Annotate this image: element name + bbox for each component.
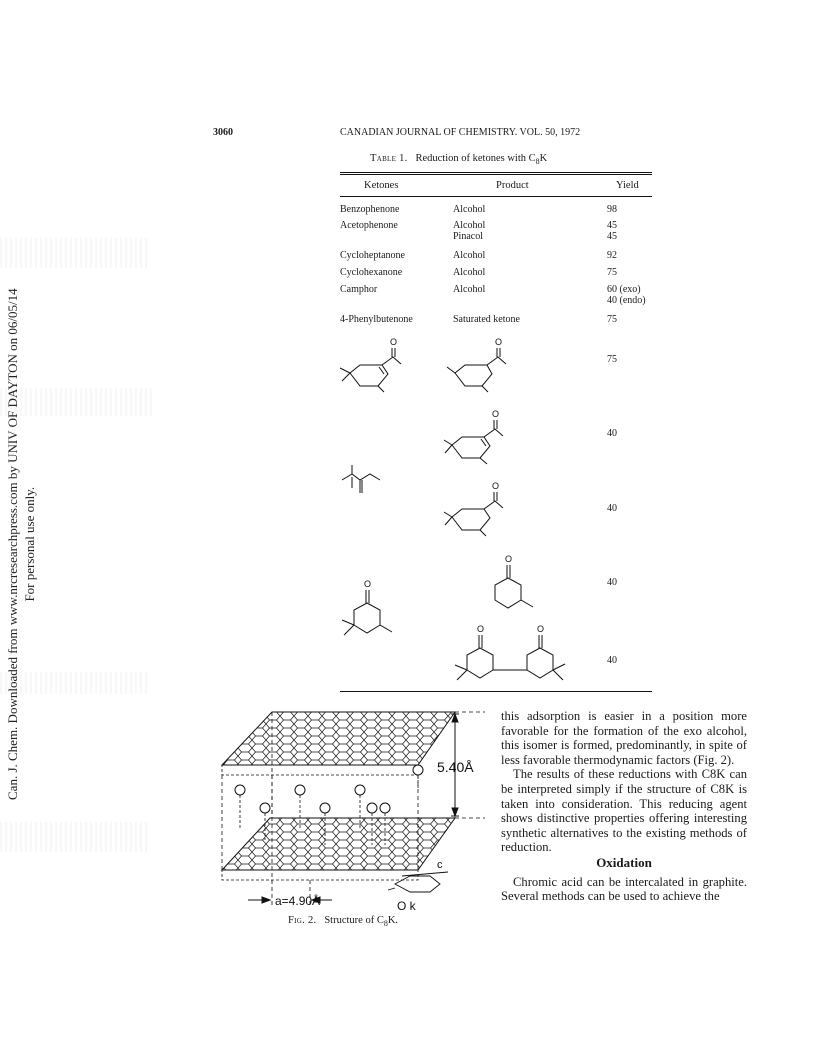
structure-yield: 75 xyxy=(607,354,617,365)
carbonyl-o-label: O xyxy=(477,624,485,634)
table-cell-product: Alcohol xyxy=(453,204,486,215)
table-cell-ketone: Camphor xyxy=(340,284,378,295)
watermark-line-1: Can. J. Chem. Downloaded from www.nrcresearchpress.com by UNIV OF DAYTON on 06/05/14 xyxy=(5,288,20,800)
table-header-rule xyxy=(340,196,652,197)
c-axis-ring xyxy=(388,872,448,892)
table-caption-text: Reduction of ketones with C xyxy=(415,153,536,164)
structure-yield: 40 xyxy=(607,503,617,514)
c-axis-label: c xyxy=(437,859,443,871)
download-watermark xyxy=(4,288,38,800)
table-caption xyxy=(370,153,547,166)
carbonyl-o-label: O xyxy=(537,624,545,634)
table-caption-end: K xyxy=(539,153,548,164)
table-cell-yield: 75 xyxy=(607,267,617,278)
table-header-product: Product xyxy=(496,180,529,191)
figure-caption-sub: 8 xyxy=(383,919,388,929)
table-cell-yield: 92 xyxy=(607,250,617,261)
scan-noise xyxy=(0,238,150,268)
table-cell-ketone: Acetophenone xyxy=(340,220,398,231)
table-cell-product: Alcohol xyxy=(453,267,486,278)
lattice-constant-label: a=4.90Å xyxy=(275,894,321,908)
table-top-rule xyxy=(340,172,652,173)
structure-yield: 40 xyxy=(607,428,617,439)
table-cell-yield: 60 (exo) xyxy=(607,284,641,295)
graphite-layer-bottom xyxy=(222,818,455,880)
journal-running-head: CANADIAN JOURNAL OF CHEMISTRY. VOL. 50, 1972 xyxy=(340,127,581,138)
chemical-structures xyxy=(330,330,600,688)
body-paragraph: Chromic acid can be intercalated in graphite. Several methods can be used to achieve the xyxy=(501,874,747,904)
carbonyl-o-label: O xyxy=(364,579,372,589)
potassium-atoms xyxy=(235,765,423,813)
product-cyclopentanone-2-structure xyxy=(444,492,503,536)
watermark-line-2: For personal use only. xyxy=(22,486,37,602)
table-cell-yield: 75 xyxy=(607,314,617,325)
table-cell-yield: 98 xyxy=(607,204,617,215)
reactant-cyclohexanone-structure xyxy=(342,590,392,635)
table-cell-ketone: Benzophenone xyxy=(340,204,400,215)
table-top-rule-2 xyxy=(340,174,652,175)
table-cell-product: Saturated ketone xyxy=(453,314,520,325)
product-cyclohexanone-structure xyxy=(495,565,533,608)
table-cell-yield: 45 xyxy=(607,220,617,231)
structure-yield: 40 xyxy=(607,577,617,588)
body-text-column xyxy=(501,709,747,904)
figure-caption-text: Structure of C xyxy=(324,915,384,926)
section-heading: Oxidation xyxy=(596,854,652,870)
page-number: 3060 xyxy=(213,127,233,138)
carbonyl-o-label: O xyxy=(492,481,500,491)
table-header-yield: Yield xyxy=(616,180,639,191)
carbonyl-o-label: O xyxy=(495,337,503,347)
reactant-cyclopentenone-structure xyxy=(340,348,401,392)
table-cell-product: Alcohol xyxy=(453,250,486,261)
c8k-structure-figure xyxy=(212,705,492,925)
table-cell-product: Alcohol xyxy=(453,220,486,231)
body-paragraph: this adsorption is easier in a position more favorable for the formation of the exo alcohol, this isomer is formed, predominantly, in spite of less favorable thermodynamic factors (Fig. 2). xyxy=(501,709,747,767)
table-caption-sub: 8 xyxy=(535,157,540,167)
product-cyclopentanone-structure xyxy=(447,348,506,392)
potassium-legend-label: O k xyxy=(397,899,416,913)
table-cell-ketone: Cyclohexanone xyxy=(340,267,403,278)
carbonyl-o-label: O xyxy=(505,554,513,564)
structure-yield: 40 xyxy=(607,655,617,666)
table-cell-yield: 40 (endo) xyxy=(607,295,646,306)
table-bottom-rule xyxy=(340,691,652,692)
table-cell-yield: 45 xyxy=(607,231,617,242)
table-cell-ketone: 4-Phenylbutenone xyxy=(340,314,413,325)
table-cell-product: Alcohol xyxy=(453,284,486,295)
table-header-ketones: Ketones xyxy=(364,180,399,191)
product-cyclopentenone-structure xyxy=(444,420,503,464)
figure-caption xyxy=(288,915,398,928)
body-paragraph: The results of these reductions with C8K can be interpreted simply if the structure of C8K is taken into consideration. This reducing agent shows distinctive properties offering interesting synthetic alternatives to the existing methods of reduction. xyxy=(501,767,747,855)
interlayer-spacing-label: 5.40Å xyxy=(437,759,474,775)
figure-caption-label: Fig. 2. xyxy=(288,915,317,926)
table-caption-label: Table 1. xyxy=(370,153,408,164)
table-cell-ketone: Cycloheptanone xyxy=(340,250,405,261)
reactant-enone-structure xyxy=(342,465,380,493)
carbonyl-o-label: O xyxy=(390,337,398,347)
table-cell-product: Pinacol xyxy=(453,231,483,242)
scan-noise xyxy=(0,822,150,852)
figure-caption-end: K. xyxy=(387,915,399,926)
carbonyl-o-label: O xyxy=(492,409,500,419)
product-dimer-structure xyxy=(455,635,565,680)
